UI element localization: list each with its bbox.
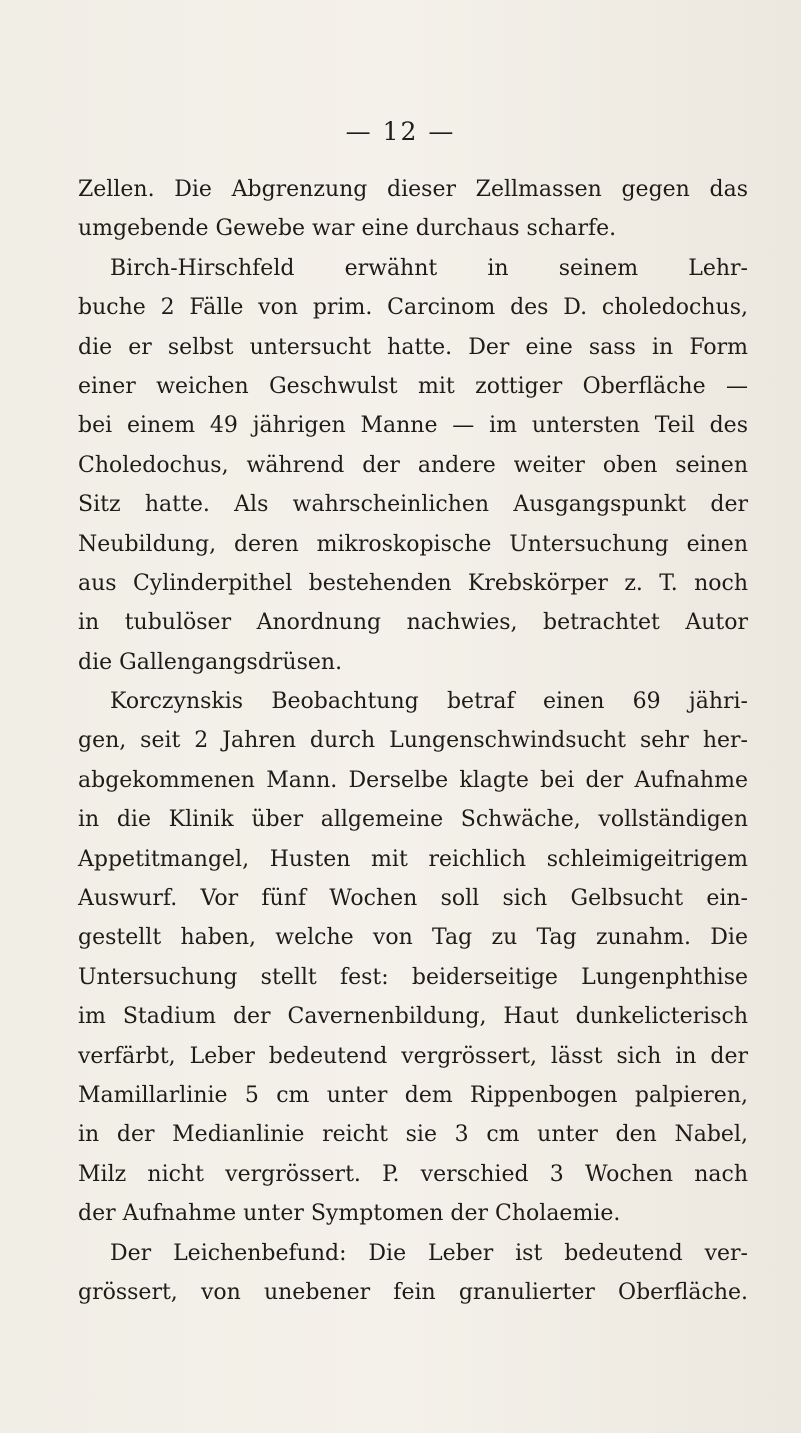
text-line: Zellen. Die Abgrenzung dieser Zellmassen gegen das <box>78 177 748 202</box>
text-line: Sitz hatte. Als wahrscheinlichen Ausgangspunkt der <box>78 492 748 518</box>
text-line: aus Cylinderpithel bestehenden Krebskörper z. T. noch <box>78 570 748 596</box>
text-line: gestellt haben, welche von Tag zu Tag zunahm. Die <box>78 925 748 951</box>
text-line: der Aufnahme unter Symptomen der Cholaemie. <box>78 1201 621 1227</box>
text-line: Korczynskis Beobachtung betraf einen 69 jähri- <box>110 689 748 715</box>
text-line: grössert, von unebener fein granulierter Oberfläche. <box>78 1279 748 1305</box>
text-line: in die Klinik über allgemeine Schwäche, vollständigen <box>78 807 748 833</box>
text-line: verfärbt, Leber bedeutend vergrössert, lässt sich in der <box>78 1043 748 1069</box>
text-line: in der Medianlinie reicht sie 3 cm unter den Nabel, <box>78 1122 748 1148</box>
text-line: umgebende Gewebe war eine durchaus scharfe. <box>78 216 617 242</box>
text-line: Birch-Hirschfeld erwähnt in seinem Lehr- <box>110 255 748 281</box>
text-line: in tubulöser Anordnung nachwies, betrachtet Autor <box>78 610 748 636</box>
text-line: im Stadium der Cavernenbildung, Haut dunkelicterisch <box>78 1004 748 1030</box>
page-number: — 12 — <box>345 117 456 146</box>
text-line: Choledochus, während der andere weiter oben seinen <box>78 452 748 478</box>
text-line: Appetitmangel, Husten mit reichlich schleimigeitrigem <box>78 846 748 872</box>
text-line: bei einem 49 jährigen Manne — im untersten Teil des <box>78 413 748 439</box>
text-line: Neubildung, deren mikroskopische Untersuchung einen <box>78 531 748 557</box>
text-line: Auswurf. Vor fünf Wochen soll sich Gelbsucht ein- <box>78 886 748 912</box>
body-text <box>78 170 748 1312</box>
text-line: einer weichen Geschwulst mit zottiger Oberfläche — <box>78 373 748 399</box>
text-line: Untersuchung stellt fest: beiderseitige Lungenphthise <box>78 964 748 990</box>
text-line: Milz nicht vergrössert. P. verschied 3 Wochen nach <box>78 1161 748 1187</box>
text-line: Der Leichenbefund: Die Leber ist bedeutend ver- <box>110 1240 748 1266</box>
text-line: abgekommenen Mann. Derselbe klagte bei der Aufnahme <box>78 767 748 793</box>
text-line: die Gallengangsdrüsen. <box>78 649 343 675</box>
text-line: gen, seit 2 Jahren durch Lungenschwindsucht sehr her- <box>78 728 748 754</box>
text-line: buche 2 Fälle von prim. Carcinom des D. choledochus, <box>78 295 748 321</box>
text-line: Mamillarlinie 5 cm unter dem Rippenbogen palpieren, <box>78 1082 748 1108</box>
text-line: die er selbst untersucht hatte. Der eine sass in Form <box>78 334 748 360</box>
